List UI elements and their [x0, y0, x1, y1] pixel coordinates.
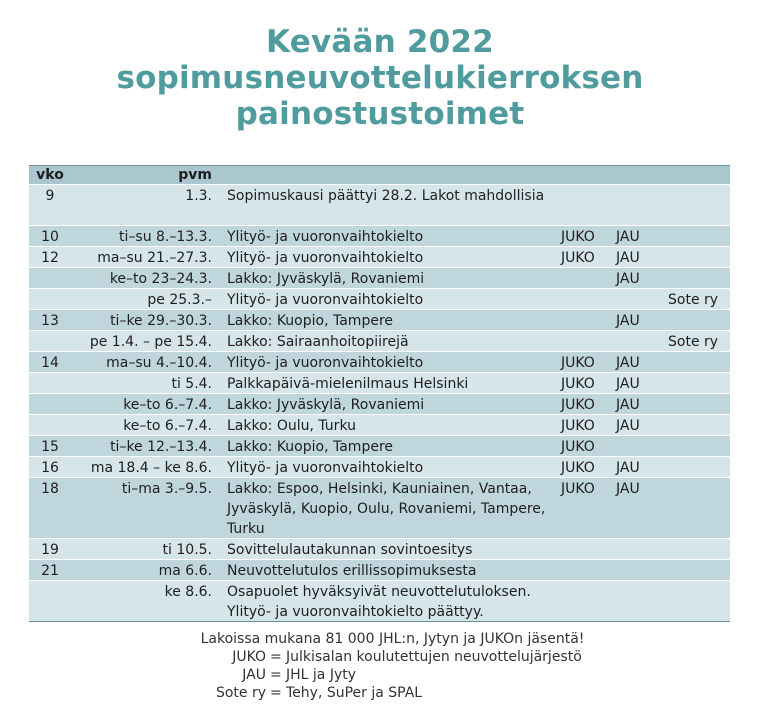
- legend-definition: [0, 648, 760, 666]
- cell-desc: Osapuolet hyväksyivät neuvottelutuloksen. Ylityö- ja vuoronvaihtokielto päättyy.: [227, 584, 531, 620]
- cell-vko: 12: [41, 250, 59, 266]
- legend-abbr: Sote ry: [215, 685, 266, 701]
- cell-vko: 13: [41, 313, 59, 329]
- cell-desc: Lakko: Jyväskylä, Rovaniemi: [227, 271, 425, 287]
- header-vko: vko: [36, 167, 64, 183]
- cell-pvm: ti–ma 3.–9.5.: [121, 481, 212, 497]
- legend-text: JHL ja Jyty: [286, 667, 357, 683]
- cell-desc: Sopimuskausi päättyi 28.2. Lakot mahdollisia: [227, 188, 545, 204]
- cell-pvm: ma–su 4.–10.4.: [106, 355, 212, 371]
- cell-pvm: ma–su 21.–27.3.: [97, 250, 212, 266]
- cell-desc: Lakko: Kuopio, Tampere: [227, 313, 394, 329]
- cell-juko: JUKO: [561, 418, 595, 434]
- table-row: [29, 393, 730, 414]
- cell-desc: Lakko: Jyväskylä, Rovaniemi: [227, 397, 425, 413]
- table-row: [29, 309, 730, 330]
- cell-desc: Ylityö- ja vuoronvaihtokielto: [227, 292, 424, 308]
- cell-pvm: pe 1.4. – pe 15.4.: [89, 334, 212, 350]
- page-title: [0, 24, 760, 132]
- cell-juko: JUKO: [561, 376, 595, 392]
- legend-text: Julkisalan koulutettujen neuvottelujärjestö: [286, 649, 582, 665]
- cell-jau: JAU: [616, 313, 640, 329]
- table-row: [29, 225, 730, 246]
- cell-juko: JUKO: [561, 481, 595, 497]
- cell-jau: JAU: [616, 397, 640, 413]
- table-row: [29, 372, 730, 393]
- cell-jau: JAU: [616, 250, 640, 266]
- header-pvm: pvm: [178, 167, 212, 183]
- table-row: [29, 580, 730, 621]
- table-row: [29, 351, 730, 372]
- cell-pvm: ti 5.4.: [171, 376, 212, 392]
- cell-desc: Lakko: Espoo, Helsinki, Kauniainen, Vantaa, Jyväskylä, Kuopio, Oulu, Rovaniemi, Tampere, Turku: [227, 481, 546, 537]
- cell-jau: JAU: [616, 376, 640, 392]
- legend-equals: =: [270, 667, 282, 683]
- cell-jau: JAU: [616, 355, 640, 371]
- cell-desc: Ylityö- ja vuoronvaihtokielto: [227, 250, 424, 266]
- title-line-2: sopimusneuvottelukierroksen: [116, 60, 644, 96]
- cell-desc: Lakko: Kuopio, Tampere: [227, 439, 394, 455]
- legend-abbr: JAU: [242, 667, 266, 683]
- cell-vko: 21: [41, 563, 59, 579]
- cell-pvm: ke–to 6.–7.4.: [123, 418, 212, 434]
- legend-abbr: JUKO: [232, 649, 266, 665]
- cell-juko: JUKO: [561, 250, 595, 266]
- cell-pvm: ti–ke 12.–13.4.: [110, 439, 212, 455]
- table-row: [29, 435, 730, 456]
- table-row: [29, 184, 730, 225]
- cell-pvm: ke–to 6.–7.4.: [123, 397, 212, 413]
- cell-vko: 18: [41, 481, 59, 497]
- table-row: [29, 246, 730, 267]
- title-line-1: Kevään 2022: [266, 24, 494, 60]
- cell-desc: Sovittelulautakunnan sovintoesitys: [227, 542, 473, 558]
- cell-vko: 10: [41, 229, 59, 245]
- cell-pvm: ke 8.6.: [164, 584, 212, 600]
- cell-pvm: ti–ke 29.–30.3.: [110, 313, 212, 329]
- cell-jau: JAU: [616, 271, 640, 287]
- cell-pvm: ma 6.6.: [158, 563, 212, 579]
- cell-desc: Lakko: Sairaanhoitopiirejä: [227, 334, 409, 350]
- table-row: [29, 456, 730, 477]
- cell-pvm: pe 25.3.–: [147, 292, 212, 308]
- cell-desc: Ylityö- ja vuoronvaihtokielto: [227, 229, 424, 245]
- cell-desc: Ylityö- ja vuoronvaihtokielto: [227, 460, 424, 476]
- table-row: [29, 477, 730, 538]
- legend-note: Lakoissa mukana 81 000 JHL:n, Jytyn ja JUKOn jäsentä!: [200, 631, 585, 647]
- cell-desc: Neuvottelutulos erillissopimuksesta: [227, 563, 477, 579]
- legend-definition: [0, 666, 760, 684]
- cell-juko: JUKO: [561, 439, 595, 455]
- cell-vko: 19: [41, 542, 59, 558]
- cell-sote: Sote ry: [668, 334, 719, 350]
- legend-definitions: [0, 648, 760, 702]
- legend: [0, 630, 760, 702]
- cell-juko: JUKO: [561, 397, 595, 413]
- cell-desc: Lakko: Oulu, Turku: [227, 418, 356, 434]
- cell-pvm: ke–to 23–24.3.: [109, 271, 212, 287]
- actions-table: [29, 165, 730, 622]
- cell-juko: JUKO: [561, 229, 595, 245]
- cell-sote: Sote ry: [668, 292, 719, 308]
- table-header: [29, 166, 730, 184]
- cell-desc: Ylityö- ja vuoronvaihtokielto: [227, 355, 424, 371]
- legend-definition: [0, 684, 760, 702]
- legend-equals: =: [270, 685, 282, 701]
- cell-pvm: 1.3.: [185, 188, 212, 204]
- cell-vko: 14: [41, 355, 59, 371]
- legend-equals: =: [270, 649, 282, 665]
- cell-jau: JAU: [616, 229, 640, 245]
- cell-juko: JUKO: [561, 355, 595, 371]
- table-row: [29, 330, 730, 351]
- table-row: [29, 414, 730, 435]
- cell-pvm: ma 18.4 – ke 8.6.: [90, 460, 212, 476]
- cell-juko: JUKO: [561, 460, 595, 476]
- cell-jau: JAU: [616, 481, 640, 497]
- cell-pvm: ti–su 8.–13.3.: [119, 229, 212, 245]
- cell-vko: 9: [45, 188, 55, 204]
- cell-desc: Palkkapäivä-mielenilmaus Helsinki: [227, 376, 469, 392]
- cell-pvm: ti 10.5.: [162, 542, 212, 558]
- table-body: [29, 184, 730, 621]
- table-row: [29, 267, 730, 288]
- cell-jau: JAU: [616, 418, 640, 434]
- cell-vko: 16: [41, 460, 59, 476]
- cell-vko: 15: [41, 439, 59, 455]
- legend-text: Tehy, SuPer ja SPAL: [286, 685, 423, 701]
- table-row: [29, 559, 730, 580]
- table-row: [29, 538, 730, 559]
- cell-jau: JAU: [616, 460, 640, 476]
- table-row: [29, 288, 730, 309]
- title-line-3: painostustoimet: [235, 96, 525, 132]
